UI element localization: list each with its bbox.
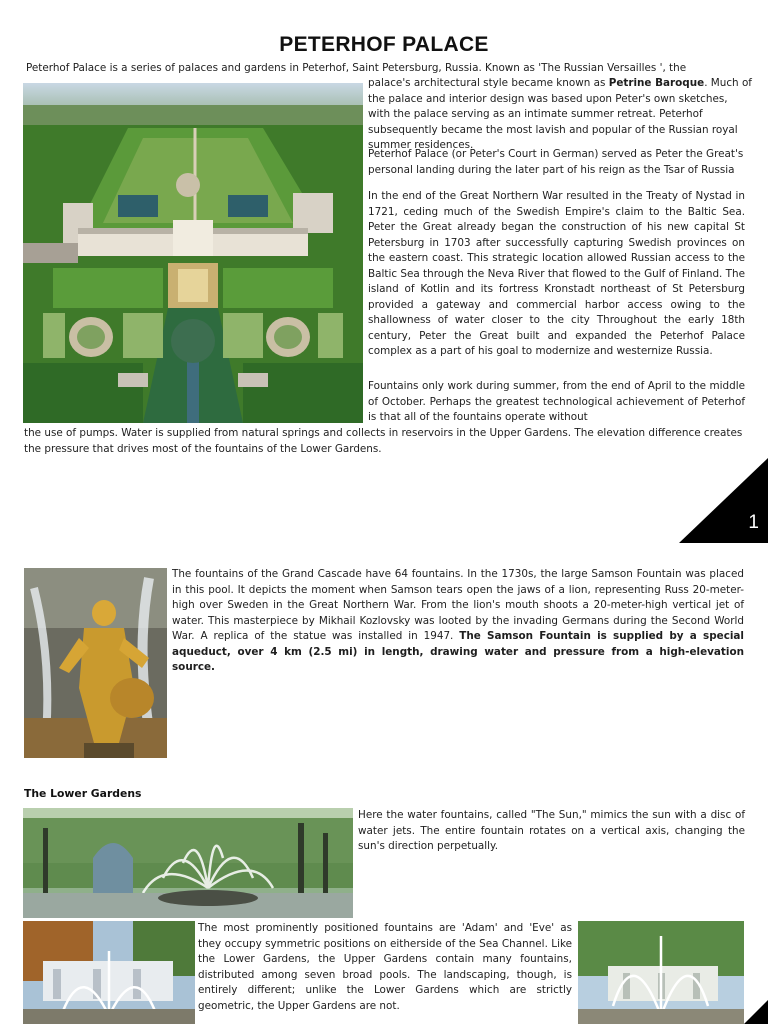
samson-fountain-photo xyxy=(24,568,167,758)
courts-paragraph: Peterhof Palace (or Peter's Court in German) served as Peter the Great's personal landing during the later part of his reign as the Tsar of Russia xyxy=(368,148,744,176)
page-title: PETERHOF PALACE xyxy=(279,33,489,56)
adam-eve-paragraph: The most prominently positioned fountains are 'Adam' and 'Eve' as they occupy symmetric positions on eitherside of the Sea Channel. Like the Lower Gardens, the Upper Gardens contain many fountains, distributed among seven broad pools. The landscaping, though, is entirely different; unlike the Lower Gardens which are strictly geometric, the Upper Gardens are not. xyxy=(198,922,572,1012)
fountains-paragraph: Fountains only work during summer, from the end of April to the middle of October. Perhaps the greatest technological achievement of Peterhof is that all of the fountains operate without xyxy=(368,380,745,423)
war-paragraph: In the end of the Great Northern War resulted in the Treaty of Nystad in 1721, ceding much of the Swedish Empire's claim to the Baltic Sea. Peter the Great already began the construction of his new capital St Petersburg in 1703 after successfully capturing Swedish provinces on the eastern coast. This strategic location allowed Russian access to the Baltic Sea through the Neva River that flowed to the Gulf of Finland. The island of Kotlin and its fortress Kronstadt northeast of St Petersburg provided a gateway and commercial harbor access owing to the shallowness of water closer to the city Throughout the early 18th century, Peter the Great built and expanded the Peterhof Palace complex as a part of his goal to modernize and westernize Russia. xyxy=(368,190,745,357)
eve-fountain-photo xyxy=(578,921,744,1024)
page-corner-triangle-small xyxy=(744,1000,768,1024)
adam-fountain-photo xyxy=(23,921,195,1024)
petrine-baroque-term: Petrine Baroque xyxy=(608,77,705,89)
cascade-text: The fountains of the Grand Cascade have 64 fountains. In the 1730s, the large Samson Fountain was placed in this pool. It depicts the moment when Samson tears open the jaws of a lion, representing Russ 20-meter-high over Sweden in the Great Northern War. From the lion's mouth shoots a 20-meter-high vertical jet of water. This masterpiece by Mikhail Kozlovsky was looted by the invading Germans during the Second World War. A replica of the statue was installed in 1947. xyxy=(172,568,744,642)
aerial-palace-photo xyxy=(23,83,363,423)
page-number: 1 xyxy=(748,512,759,533)
lower-gardens-heading: The Lower Gardens xyxy=(24,787,142,800)
cascade-bold-text: The Samson Fountain is supplied by a special aqueduct, over 4 km (2.5 mi) in length, drawing water and pressure from a high-elevation source. xyxy=(172,630,744,673)
intro-text: palace's architectural style became known as xyxy=(368,77,606,89)
intro-text-cont: . Much of the palace and interior design was based upon Peter's own sketches, with the palace serving as an intimate summer retreat. Peterhof subsequently became the most lavish and popular of the Russian royal summer residences. xyxy=(368,77,752,151)
intro-paragraph xyxy=(368,76,752,154)
intro-first-line: Peterhof Palace is a series of palaces and gardens in Peterhof, Saint Petersburg, Russia. Known as 'The Russian Versailles ', the xyxy=(26,62,687,74)
cascade-paragraph xyxy=(172,567,744,676)
fountains-paragraph-cont: the use of pumps. Water is supplied from natural springs and collects in reservoirs in the Upper Gardens. The elevation difference creates the pressure that drives most of the fountains of the Lower Gardens. xyxy=(24,427,743,455)
sun-fountain-photo xyxy=(23,808,353,918)
sun-fountain-paragraph: Here the water fountains, called "The Sun," mimics the sun with a disc of water jets. The entire fountain rotates on a vertical axis, changing the sun's direction perpetually. xyxy=(358,809,745,852)
